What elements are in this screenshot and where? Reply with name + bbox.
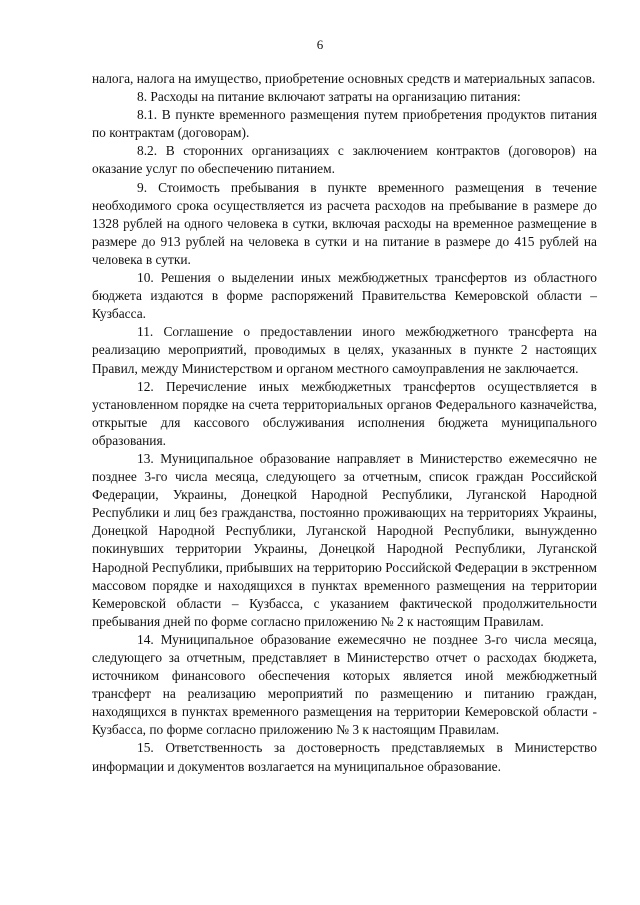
paragraph-12: 12. Перечисление иных межбюджетных трансфертов осуществляется в установленном порядке на счета территориальных органов Федерального казначейства, открытые для кассового обслуживания исполнения бюджета муниципального образования.: [92, 378, 597, 448]
paragraph-11: 11. Соглашение о предоставлении иного межбюджетного трансферта на реализацию мероприятий, проводимых в целях, указанных в пункте 2 настоящих Правил, между Министерством и органом местного самоуправления не заключается.: [92, 324, 597, 376]
paragraph-8-1: 8.1. В пункте временного размещения путем приобретения продуктов питания по контрактам (договорам).: [92, 107, 597, 141]
document-body: [92, 70, 597, 776]
paragraph-8: 8. Расходы на питание включают затраты на организацию питания:: [137, 89, 521, 105]
paragraph-8-2: 8.2. В сторонних организациях с заключением контрактов (договоров) на оказание услуг по обеспечению питанием.: [92, 143, 597, 177]
page-number: 6: [316, 37, 324, 52]
paragraph-continuation: налога, налога на имущество, приобретение основных средств и материальных запасов.: [92, 71, 596, 86]
paragraph-15: 15. Ответственность за достоверность представляемых в Министерство информации и документов возлагается на муниципальное образование.: [92, 740, 597, 774]
paragraph-14: 14. Муниципальное образование ежемесячно не позднее 3-го числа месяца, следующего за отчетным, представляет в Министерство отчет о расходах бюджета, источником финансового обеспечения которых является иной межбюджетный трансферт на реализацию мероприятий по размещению и питанию граждан, находящихся в пунктах временного размещения на территории Кемеровской области - Кузбасса, по форме согласно приложению № 3 к настоящим Правилам.: [92, 631, 597, 738]
paragraph-9: 9. Стоимость пребывания в пункте временного размещения в течение необходимого срока осуществляется из расчета расходов на пребывание в размере до 1328 рублей на одного человека в сутки, включая расходы на временное размещение в размере до 913 рублей на человека в сутки и на питание в размере до 415 рублей на человека в сутки.: [92, 179, 597, 267]
paragraph-10: 10. Решения о выделении иных межбюджетных трансфертов из областного бюджета издаются в форме распоряжений Правительства Кемеровской области – Кузбасса.: [92, 270, 597, 322]
paragraph-13: 13. Муниципальное образование направляет в Министерство ежемесячно не позднее 3-го числа месяца, следующего за отчетным, список граждан Российской Федерации, Украины, Донецкой Народной Республики, Луганской Народной Республики и лиц без гражданства, постоянно проживающих на территориях Украины, Донецкой Народной Республики, Луганской Народной Республики, вынужденно покинувших территории Украины, Донецкой Народной Республики, Луганской Народной Республики, прибывших на территорию Российской Федерации в экстренном массовом порядке и находящихся в пунктах временного размещения на территории Кемеровской области – Кузбасса, с указанием фактической продолжительности пребывания дней по форме согласно приложению № 2 к настоящим Правилам.: [92, 450, 597, 629]
